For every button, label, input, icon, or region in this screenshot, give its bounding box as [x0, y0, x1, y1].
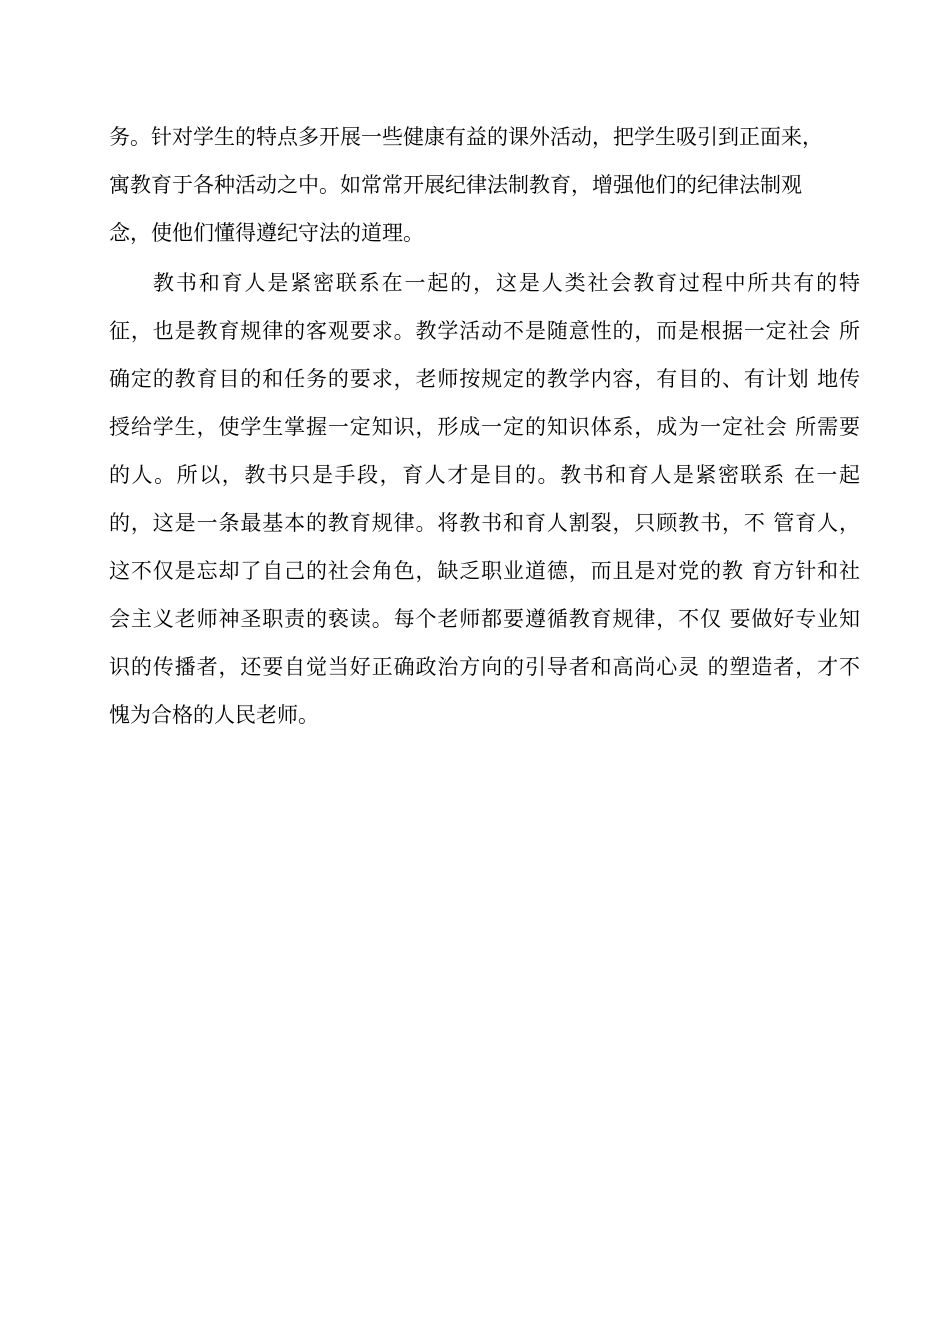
paragraph-line: 愧为合格的人民老师。 — [109, 703, 319, 727]
paragraph-line: 的，这是一条最基本的教育规律。将教书和育人割裂，只顾教书，不 管育人， — [109, 511, 860, 535]
paragraph-line: 教书和育人是紧密联系在一起的，这是人类社会教育过程中所共有的特 — [153, 271, 860, 295]
paragraph-line: 会主义老师神圣职责的亵读。每个老师都要遵循教育规律，不仅 要做好专业知 — [109, 607, 860, 631]
paragraph-line: 的人。所以，教书只是手段，育人才是目的。教书和育人是紧密联系 在一起 — [109, 463, 860, 487]
paragraph-line: 这不仅是忘却了自己的社会角色，缺乏职业道德，而且是对党的教 育方针和社 — [109, 559, 860, 583]
paragraph-line: 确定的教育目的和任务的要求，老师按规定的教学内容，有目的、有计划 地传 — [109, 367, 860, 391]
paragraph-line: 识的传播者，还要自觉当好正确政治方向的引导者和高尚心灵 的塑造者，才不 — [109, 655, 860, 679]
paragraph-line: 征，也是教育规律的客观要求。教学活动不是随意性的，而是根据一定社会 所 — [109, 319, 860, 343]
paragraph-line: 寓教育于各种活动之中。如常常开展纪律法制教育，增强他们的纪律法制观 — [109, 173, 802, 197]
paragraph-line: 念，使他们懂得遵纪守法的道理。 — [109, 221, 424, 245]
paragraph-line: 授给学生，使学生掌握一定知识，形成一定的知识体系，成为一定社会 所需要 — [109, 415, 860, 439]
paragraph-line: 务。针对学生的特点多开展一些健康有益的课外活动，把学生吸引到正面来， — [109, 125, 823, 149]
